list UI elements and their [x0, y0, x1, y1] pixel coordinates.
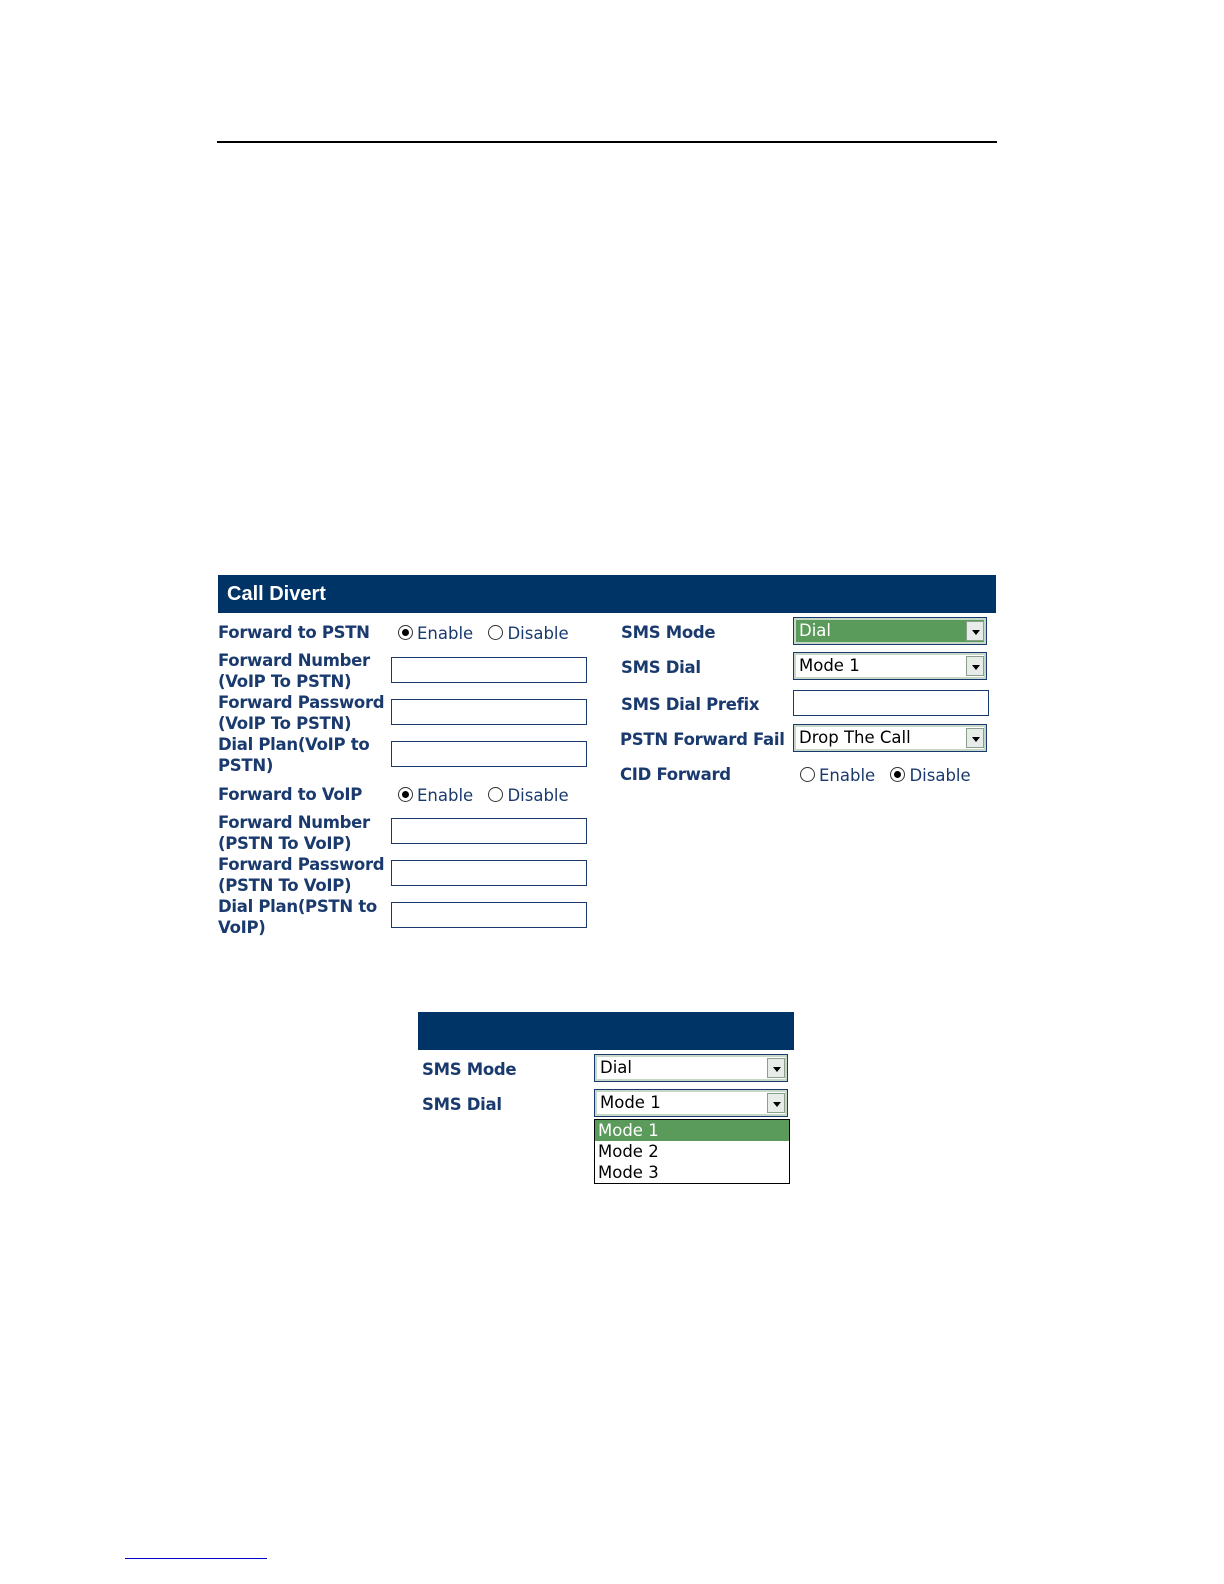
cid-forward-disable-option[interactable]: Disable — [890, 766, 970, 785]
forward-password-pstn-to-voip-input[interactable] — [391, 860, 587, 886]
sms-dial-select[interactable]: Mode 1 — [793, 652, 987, 680]
dial-plan-voip-to-pstn-label: Dial Plan(VoIP to PSTN) — [218, 735, 370, 775]
dial-plan-pstn-to-voip-input[interactable] — [391, 902, 587, 928]
cid-forward-enable-option[interactable]: Enable — [800, 766, 875, 785]
dial-plan-pstn-to-voip-label: Dial Plan(PSTN to VoIP) — [218, 897, 377, 937]
sms-mode-select[interactable]: Dial — [594, 1054, 788, 1082]
sms-mode-label: SMS Mode — [422, 1060, 517, 1079]
sms-dial-label: SMS Dial — [621, 658, 701, 677]
chevron-down-icon[interactable] — [966, 656, 984, 676]
forward-number-voip-to-pstn-label: Forward Number (VoIP To PSTN) — [218, 651, 370, 691]
forward-to-pstn-disable-option[interactable]: Disable — [488, 624, 568, 643]
pstn-forward-fail-select[interactable]: Drop The Call — [793, 724, 987, 752]
call-divert-header — [218, 575, 996, 613]
forward-to-voip-enable-option[interactable]: Enable — [398, 786, 473, 805]
panel-title: Call Divert — [227, 583, 326, 605]
sms-dial-select[interactable]: Mode 1 — [594, 1089, 788, 1117]
sms-mode-label: SMS Mode — [621, 623, 716, 642]
forward-number-voip-to-pstn-input[interactable] — [391, 657, 587, 683]
forward-to-pstn-label: Forward to PSTN — [218, 623, 370, 642]
sms-panel-header — [418, 1012, 794, 1050]
sms-dial-label: SMS Dial — [422, 1095, 502, 1114]
sms-mode-select[interactable]: Dial — [793, 617, 987, 645]
forward-to-voip-radio-group — [398, 786, 579, 805]
sms-dial-prefix-input[interactable] — [793, 690, 989, 716]
dropdown-option[interactable]: Mode 1 — [595, 1120, 789, 1141]
dial-plan-voip-to-pstn-input[interactable] — [391, 741, 587, 767]
radio-selected-icon[interactable] — [398, 787, 413, 802]
chevron-down-icon[interactable] — [966, 621, 984, 641]
dropdown-option[interactable]: Mode 2 — [598, 1142, 659, 1161]
forward-to-pstn-radio-group — [398, 624, 579, 643]
cid-forward-radio-group — [800, 766, 981, 785]
sms-dial-prefix-label: SMS Dial Prefix — [621, 695, 760, 714]
footnote-rule — [125, 1558, 267, 1559]
forward-to-voip-label: Forward to VoIP — [218, 785, 363, 804]
chevron-down-icon[interactable] — [966, 728, 984, 748]
forward-password-voip-to-pstn-input[interactable] — [391, 699, 587, 725]
sms-dial-dropdown-list — [594, 1119, 790, 1184]
forward-password-pstn-to-voip-label: Forward Password (PSTN To VoIP) — [218, 855, 385, 895]
forward-to-voip-disable-option[interactable]: Disable — [488, 786, 568, 805]
radio-unselected-icon[interactable] — [488, 787, 503, 802]
forward-to-pstn-enable-option[interactable]: Enable — [398, 624, 473, 643]
forward-password-voip-to-pstn-label: Forward Password (VoIP To PSTN) — [218, 693, 385, 733]
top-rule — [217, 141, 997, 143]
forward-number-pstn-to-voip-label: Forward Number (PSTN To VoIP) — [218, 813, 370, 853]
radio-unselected-icon[interactable] — [488, 625, 503, 640]
radio-selected-icon[interactable] — [890, 767, 905, 782]
chevron-down-icon[interactable] — [767, 1093, 785, 1113]
chevron-down-icon[interactable] — [767, 1058, 785, 1078]
pstn-forward-fail-label: PSTN Forward Fail — [620, 730, 785, 749]
radio-selected-icon[interactable] — [398, 625, 413, 640]
forward-number-pstn-to-voip-input[interactable] — [391, 818, 587, 844]
cid-forward-label: CID Forward — [620, 765, 731, 784]
radio-unselected-icon[interactable] — [800, 767, 815, 782]
dropdown-option[interactable]: Mode 3 — [598, 1163, 659, 1182]
